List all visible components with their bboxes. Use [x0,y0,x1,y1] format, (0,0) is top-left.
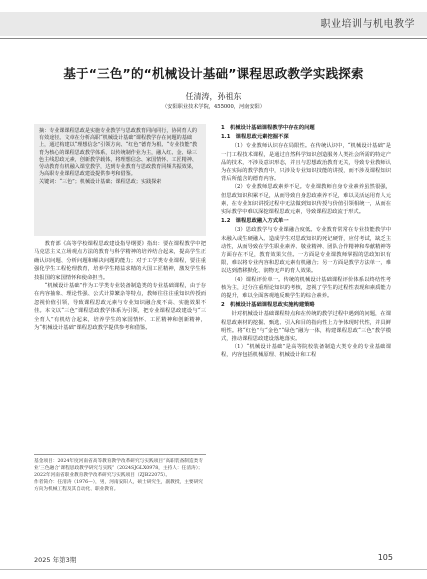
funding-footnote [34,458,206,493]
body-paragraph: （2）专业教师思政素养不足。专业课教师自身专业素养虽然很强，但思政知识积累不足，从而导致自身思政素养不足，难以灵活运用育人元素，在专业知识讲授过程中无法做到知识传授与价值引领相统一，从而在实际教学中难以深挖课程思政元素，导致课程思政流于形式。 [221,184,391,216]
header-rule [0,38,427,39]
article-title: 基于“三色”的“机械设计基础”课程思政教学实践探索 [63,66,364,81]
affiliation: （安阳职业技术学院，455000，河南安阳） [162,104,265,110]
funding-text: 基金项目：2024年度河南省高等教育教学改革研究与实践项目“高职装备制造类专业‘三色融合’课程思政教学研究与实践”（2024SJGLX0978，主持人：任清涛）；2022年河南省职业教育教学改革研究与实践项目（ZJB22075）。 [34,459,204,478]
body-paragraph: （1）“机械设计基础”是高等院校装备制造大类专业的专业基础课程，内容包括机械原理、机械设计和工程 [221,344,391,359]
issue-number: 2025 年第3期 [34,556,77,564]
page-number: 105 [377,553,393,562]
subsection-heading: 1.1 课程思政元素挖掘不深 [221,134,289,141]
section-heading: 1 机械设计基础课程教学中存在的问题 [221,125,315,131]
abstract-box [34,124,206,236]
left-column-body [34,240,206,332]
footnote-rule [34,454,206,455]
keywords: 关键词：“三色”；机械设计基础；课程思政；实践探索 [39,179,162,186]
body-paragraph: 针对机械设计基础课程特点和在传统的教学过程中遇到的问题，在课程思政素材的挖掘、甄选、引入和目的指向性上力争体现时代性，并具鲜明性。将“红色”与“金色”“绿色”融为一体，构建课程思政“三色”教学模式，推动课程思政建设落地落实。 [221,311,391,343]
footer-rule [0,569,427,570]
body-paragraph: （3）思政教学与专业课融合度低。专业教育常常在专业技能教学中未融入或生硬融入、造成学生对思政知识的死记硬背，应付考试，缺乏主动性，从而导致在学生职业素养、敬业精神、团队合作精神和奉献精神等方面存在不足，教育效果欠佳。一方面是专业课教师掌握的思政知识有限，难以将专业内容和思政元素有机融合；另一方面是教学方法单一，难以达到潜移默化、润物无声的育人效果。 [221,227,391,275]
body-paragraph: （1）专业教师认识存在局限性。在传统认识中，“机械设计基础”是一门工程技术课程，是通过自然科学知识创造服务人类社会所需的特定产品的技术，不涉及意识形态，并且与思想政治教育无关，导致专业教师认为在实际的教学教育中，只涉及专业知识技能的讲授，而不涉及课程知识背后所蕴含的德育内容。 [221,143,391,183]
subsection-heading: 1.2 课程思政融入方式单一 [221,218,289,225]
body-paragraph: 教育部《高等学校课程思政建设指导纲要》指出：要在课程教学中把马克思主义立场观点方法的教育与科学精神的培养结合起来，提高学生正确认识问题、分析问题和解决问题的能力；对于工学类专业课程，要注重强化学生工程伦理教育，培养学生精益求精的大国工匠精神，激发学生科技报国的家国情怀和使命担当。 [34,241,206,281]
body-paragraph: “机械设计基础”作为工学类专业装备制造类的专业基础课程，由于存在内容抽象、理论性强、公式计算繁杂等特点，教师往往注重知识传授而忽视价值引领，导致课程思政元素与专业知识融合度不高、实施效果不佳。本文以“三色”课程思政教学体系为引领，把专业课程思政建设与“三全育人”有机结合起来，培养学生的家国情怀、工匠精神和创新精神，为“机械设计基础”课程思政教学提供参考和借鉴。 [34,283,206,332]
section-label: 职业培训与机电教学 [320,19,415,30]
author-bio: 作者简介：任清涛（1976—），男，河南安阳人，硕士研究生，副教授，主要研究方向为机械工程及其自动化、职业教育。 [34,480,203,492]
section-heading: 2 机械设计基础课程思政实施构建策略 [221,302,315,309]
right-column-body [221,124,391,360]
author-names: 任清涛，孙祖东 [185,92,242,101]
body-paragraph: （4）课程评价单一。传统的机械设计基础课程评价体系以终结性考核为主，过分注重理论知识的考核，忽视了学生的过程性表现和素质能力的提升，难以全面客观地反映学生的综合素养。 [221,276,391,300]
abstract-text: 摘：专业课课程思政是实施专业教学与思政教育同向同行，协同育人的有效途径。文章在分析高职“机械设计基础”课程教学存在问题的基础上，通过构建以“理想信念”引领方向、“红色”德育为根、“专业技能”教育为核心的课程思政教学体系，以传统制作业为主，融入红、金、绿三色主线思政元素，创新教学载体，将理想信念、家国情怀、工匠精神、劳动教育有机融入课堂教学，达到专业教育与思政教育同频共振效果，为高职专业课程思政建设提供参考和借鉴。 [39,128,198,178]
